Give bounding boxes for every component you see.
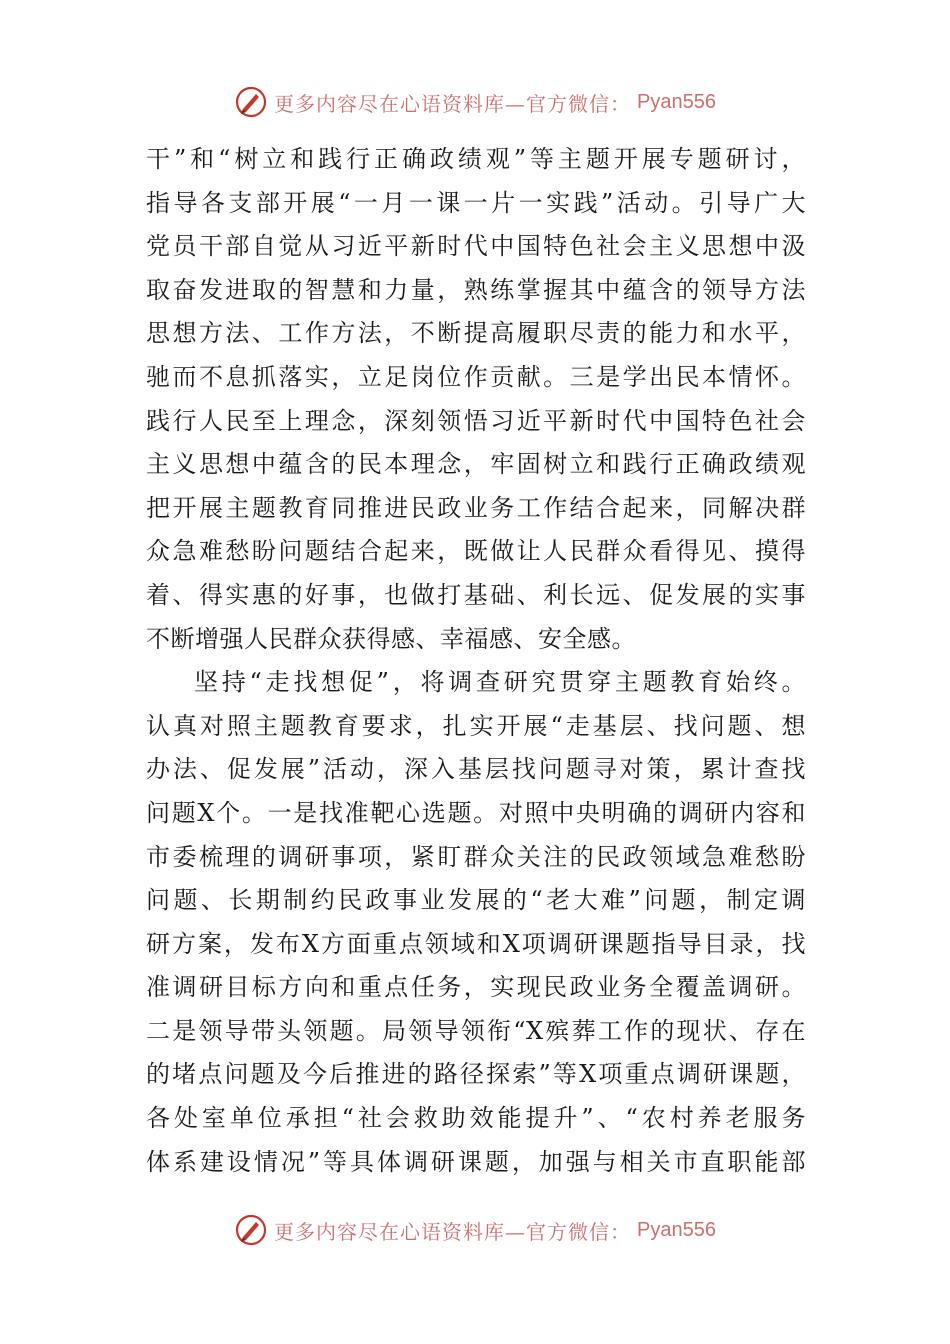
text-line: 问题、长期制约民政事业发展的“老大难”问题，制定调 <box>146 886 806 915</box>
text-line: 取奋发进取的智慧和力量，熟练掌握其中蕴含的领导方法 <box>146 275 806 304</box>
pen-logo-icon <box>234 1213 268 1247</box>
footer-banner <box>0 1210 950 1250</box>
text-line: 思想方法、工作方法，不断提高履职尽责的能力和水平， <box>146 319 806 348</box>
text-line: 践行人民至上理念，深刻领悟习近平新时代中国特色社会 <box>146 406 806 435</box>
text-line: 市委梳理的调研事项，紧盯群众关注的民政领域急难愁盼 <box>146 842 806 871</box>
text-line: 驰而不息抓落实，立足岗位作贡献。三是学出民本情怀。 <box>146 362 806 391</box>
text-line: 研方案，发布X方面重点领域和X项调研课题指导目录，找 <box>146 929 806 958</box>
text-line: 不断增强人民群众获得感、幸福感、安全感。 <box>146 624 636 653</box>
text-line: 指导各支部开展“一月一课一片一实践”活动。引导广大 <box>146 188 806 217</box>
text-line: 众急难愁盼问题结合起来，既做让人民群众看得见、摸得 <box>146 537 806 566</box>
text-line: 问题X个。一是找准靶心选题。对照中央明确的调研内容和 <box>146 798 806 827</box>
text-line: 体系建设情况”等具体调研课题，加强与相关市直职能部 <box>146 1147 806 1176</box>
text-line: 的堵点问题及今后推进的路径探索”等X项重点调研课题， <box>146 1060 806 1089</box>
text-line: 准调研目标方向和重点任务，实现民政业务全覆盖调研。 <box>146 973 806 1002</box>
text-line: 办法、促发展”活动，深入基层找问题寻对策，累计查找 <box>146 755 806 784</box>
text-line: 党员干部自觉从习近平新时代中国特色社会主义思想中汲 <box>146 232 806 261</box>
banner-brand: Pyan556 <box>637 1218 716 1241</box>
text-line: 干”和“树立和践行正确政绩观”等主题开展专题研讨， <box>146 145 806 173</box>
text-line: 各处室单位承担“社会救助效能提升”、“农村养老服务 <box>146 1104 806 1133</box>
document-body <box>146 138 806 1184</box>
banner-text: 更多内容尽在心语资料库—官方微信： <box>274 91 632 116</box>
text-line: 认真对照主题教育要求，扎实开展“走基层、找问题、想 <box>146 711 806 740</box>
header-banner <box>0 82 950 122</box>
banner-text: 更多内容尽在心语资料库—官方微信： <box>274 1219 632 1244</box>
text-line: 把开展主题教育同推进民政业务工作结合起来，同解决群 <box>146 493 806 522</box>
text-line: 二是领导带头领题。局领导领衔“X殡葬工作的现状、存在 <box>146 1016 806 1045</box>
pen-logo-icon <box>234 85 268 119</box>
banner-brand: Pyan556 <box>637 90 716 113</box>
text-line: 坚持“走找想促”，将调查研究贯穿主题教育始终。 <box>194 668 806 697</box>
text-line: 主义思想中蕴含的民本理念，牢固树立和践行正确政绩观 <box>146 450 806 479</box>
text-line: 着、得实惠的好事，也做打基础、利长远、促发展的实事 <box>146 580 806 609</box>
